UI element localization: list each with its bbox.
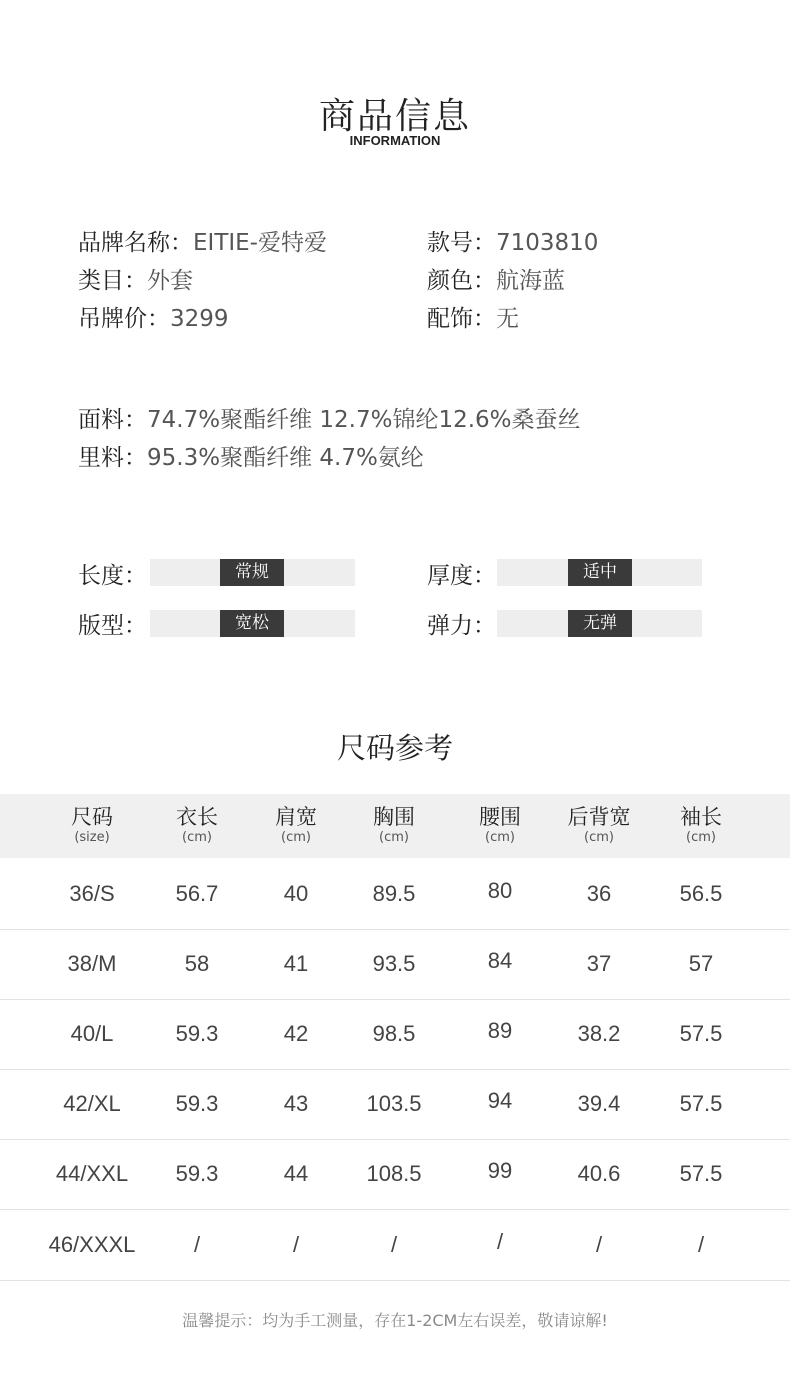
table-cell: 99 xyxy=(487,1158,513,1183)
column-unit: (cm) xyxy=(686,830,716,845)
category-value: 外套 xyxy=(147,268,193,294)
accessory-row xyxy=(427,300,519,333)
table-cell: 42/XL xyxy=(63,1091,121,1116)
table-cell: 56.5 xyxy=(679,881,723,906)
fabric-row xyxy=(78,401,581,434)
table-row xyxy=(0,1069,790,1140)
table-cell: 108.5 xyxy=(366,1161,422,1186)
elasticity-scale xyxy=(497,610,702,637)
table-cell: 89 xyxy=(487,1018,513,1043)
color-value: 航海蓝 xyxy=(496,268,565,294)
fabric-label: 面料： xyxy=(78,407,147,433)
table-cell: 89.5 xyxy=(372,881,416,906)
price-value: 3299 xyxy=(170,306,229,332)
table-row xyxy=(0,999,790,1070)
table-row xyxy=(0,929,790,1000)
table-cell: / xyxy=(496,1229,504,1254)
fabric-value: 74.7%聚酯纤维 12.7%锦纶12.6%桑蚕丝 xyxy=(147,407,581,433)
fit-value-pill: 宽松 xyxy=(220,610,284,637)
table-cell: 93.5 xyxy=(372,951,416,976)
style-label: 款号： xyxy=(427,230,496,256)
length-value-pill: 常规 xyxy=(220,559,284,586)
table-cell: / xyxy=(697,1232,705,1257)
table-header-cell xyxy=(651,794,751,858)
table-cell: 59.3 xyxy=(175,1091,219,1116)
page-title: 商品信息 xyxy=(318,96,471,137)
table-cell: 94 xyxy=(487,1088,513,1113)
fit-scale xyxy=(150,610,355,637)
column-label: 袖长 xyxy=(680,805,722,829)
table-row xyxy=(0,1139,790,1210)
page-subtitle: INFORMATION xyxy=(349,133,441,148)
elasticity-label: 弹力： xyxy=(427,613,496,639)
table-cell: / xyxy=(390,1232,398,1257)
thickness-value-pill: 适中 xyxy=(568,559,632,586)
table-cell: 40 xyxy=(283,881,309,906)
measurement-note: 温馨提示：均为手工测量，存在1-2CM左右误差，敬请谅解! xyxy=(182,1311,608,1330)
table-cell: 43 xyxy=(283,1091,309,1116)
table-cell: 46/XXXL xyxy=(48,1232,136,1257)
table-header-cell xyxy=(549,794,649,858)
column-unit: (cm) xyxy=(485,830,515,845)
table-cell: 40/L xyxy=(70,1021,114,1046)
column-unit: (cm) xyxy=(379,830,409,845)
style-row xyxy=(427,224,598,257)
table-row xyxy=(0,1210,790,1281)
table-header-cell xyxy=(42,794,142,858)
table-header-cell xyxy=(246,794,346,858)
column-label: 胸围 xyxy=(373,805,415,829)
size-table-header xyxy=(0,794,790,858)
brand-row xyxy=(78,224,327,257)
accessory-label: 配饰： xyxy=(427,306,496,332)
fit-label: 版型： xyxy=(78,613,147,639)
brand-value: EITIE-爱特爱 xyxy=(193,230,327,256)
table-cell: 80 xyxy=(487,878,513,903)
table-cell: / xyxy=(193,1232,201,1257)
column-unit: (size) xyxy=(74,830,110,845)
accessory-value: 无 xyxy=(496,306,519,332)
table-header-cell xyxy=(147,794,247,858)
lining-label: 里料： xyxy=(78,445,147,471)
table-cell: 57.5 xyxy=(679,1091,723,1116)
table-cell: 44/XXL xyxy=(55,1161,129,1186)
table-cell: 56.7 xyxy=(175,881,219,906)
column-unit: (cm) xyxy=(182,830,212,845)
table-cell: 37 xyxy=(586,951,612,976)
table-cell: 58 xyxy=(184,951,210,976)
table-cell: / xyxy=(292,1232,300,1257)
thickness-label: 厚度： xyxy=(427,563,496,589)
table-cell: / xyxy=(595,1232,603,1257)
column-unit: (cm) xyxy=(281,830,311,845)
lining-row xyxy=(78,439,424,472)
table-cell: 57 xyxy=(688,951,714,976)
size-chart-title: 尺码参考 xyxy=(336,731,453,765)
column-label: 腰围 xyxy=(479,805,521,829)
table-cell: 57.5 xyxy=(679,1161,723,1186)
style-value: 7103810 xyxy=(496,230,599,256)
column-unit: (cm) xyxy=(584,830,614,845)
table-header-cell xyxy=(450,794,550,858)
thickness-scale xyxy=(497,559,702,586)
price-label: 吊牌价： xyxy=(78,306,170,332)
table-cell: 38.2 xyxy=(577,1021,621,1046)
price-row xyxy=(78,300,229,333)
category-label: 类目： xyxy=(78,268,147,294)
column-label: 后背宽 xyxy=(567,805,631,829)
color-row xyxy=(427,262,565,295)
color-label: 颜色： xyxy=(427,268,496,294)
table-cell: 59.3 xyxy=(175,1021,219,1046)
table-cell: 57.5 xyxy=(679,1021,723,1046)
table-cell: 40.6 xyxy=(577,1161,621,1186)
table-cell: 41 xyxy=(283,951,309,976)
column-label: 衣长 xyxy=(176,805,218,829)
table-cell: 103.5 xyxy=(366,1091,422,1116)
elasticity-value-pill: 无弹 xyxy=(568,610,632,637)
category-row xyxy=(78,262,193,295)
column-label: 肩宽 xyxy=(275,805,317,829)
table-cell: 84 xyxy=(487,948,513,973)
table-cell: 38/M xyxy=(67,951,117,976)
table-cell: 98.5 xyxy=(372,1021,416,1046)
length-label: 长度： xyxy=(78,563,147,589)
table-cell: 39.4 xyxy=(577,1091,621,1116)
column-label: 尺码 xyxy=(71,805,113,829)
lining-value: 95.3%聚酯纤维 4.7%氨纶 xyxy=(147,445,424,471)
table-row xyxy=(0,859,790,930)
length-scale xyxy=(150,559,355,586)
table-cell: 44 xyxy=(283,1161,309,1186)
table-header-cell xyxy=(344,794,444,858)
table-cell: 59.3 xyxy=(175,1161,219,1186)
brand-label: 品牌名称： xyxy=(78,230,193,256)
table-cell: 42 xyxy=(283,1021,309,1046)
table-cell: 36/S xyxy=(69,881,115,906)
table-cell: 36 xyxy=(586,881,612,906)
